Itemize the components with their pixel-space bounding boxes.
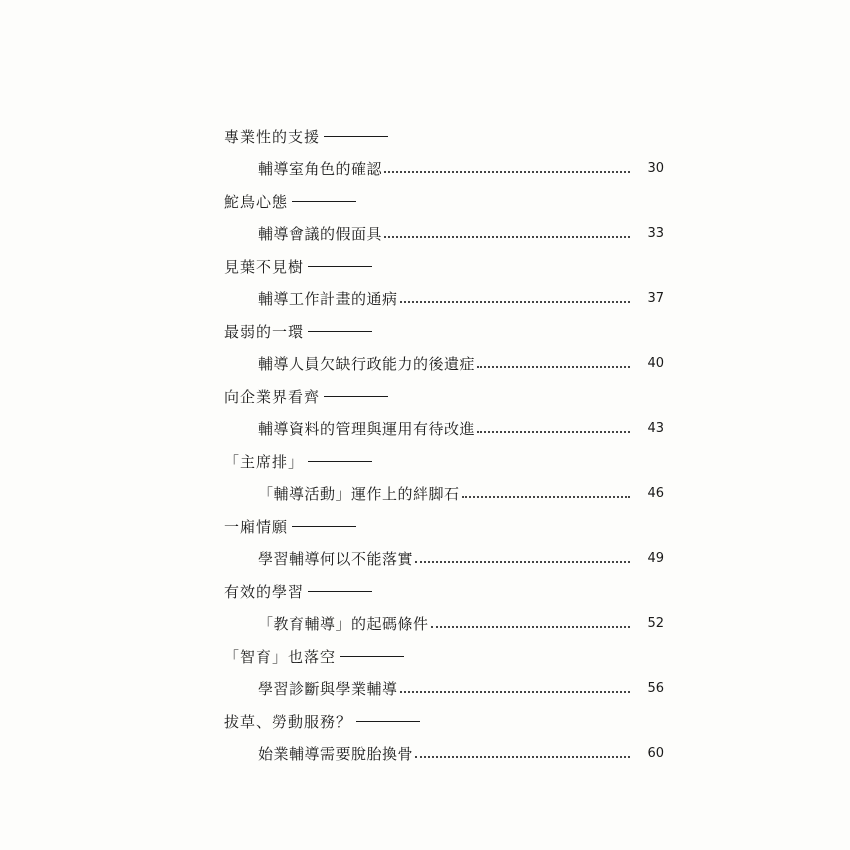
heading-dash-rule bbox=[292, 201, 356, 202]
toc-subentry bbox=[224, 543, 664, 576]
toc-subentry-title: 輔導工作計畫的通病 bbox=[258, 290, 398, 309]
heading-dash-rule bbox=[308, 266, 372, 267]
dot-leader bbox=[477, 431, 630, 433]
toc-heading-text: 有效的學習 bbox=[224, 582, 305, 601]
toc-heading bbox=[224, 510, 664, 543]
dot-leader bbox=[415, 756, 630, 758]
toc-heading bbox=[224, 640, 664, 673]
toc-subentry-title: 輔導會議的假面具 bbox=[258, 225, 383, 244]
toc-subentry bbox=[224, 283, 664, 316]
toc-heading-text: 「智育」也落空 bbox=[224, 647, 337, 666]
toc-heading-text: 一廂情願 bbox=[224, 517, 289, 536]
dot-leader bbox=[477, 366, 630, 368]
toc-subentry-title: 學習診斷與學業輔導 bbox=[258, 680, 398, 699]
toc-entry bbox=[224, 510, 664, 575]
dot-leader bbox=[384, 171, 630, 173]
toc-entry bbox=[224, 575, 664, 640]
toc-subentry-title: 「輔導活動」運作上的絆脚石 bbox=[258, 485, 460, 504]
toc-entry bbox=[224, 705, 664, 770]
dot-leader bbox=[400, 301, 630, 303]
toc-heading-text: 見葉不見樹 bbox=[224, 257, 305, 276]
toc-page-number: 30 bbox=[647, 161, 664, 177]
toc-page-number: 60 bbox=[647, 746, 664, 762]
toc-heading-text: 最弱的一環 bbox=[224, 322, 305, 341]
toc-heading bbox=[224, 705, 664, 738]
toc-entry bbox=[224, 380, 664, 445]
toc-heading bbox=[224, 380, 664, 413]
toc-page-number: 40 bbox=[647, 356, 664, 372]
toc-heading-text: 「主席排」 bbox=[224, 452, 305, 471]
heading-dash-rule bbox=[324, 396, 388, 397]
toc-page-number: 43 bbox=[647, 421, 664, 437]
heading-dash-rule bbox=[356, 721, 420, 722]
toc-heading bbox=[224, 185, 664, 218]
toc-subentry bbox=[224, 738, 664, 771]
dot-leader bbox=[400, 691, 630, 693]
dot-leader bbox=[462, 496, 630, 498]
dot-leader bbox=[431, 626, 630, 628]
toc-subentry-title: 輔導人員欠缺行政能力的後遺症 bbox=[258, 355, 476, 374]
heading-dash-rule bbox=[324, 136, 388, 137]
heading-dash-rule bbox=[308, 461, 372, 462]
toc-entry bbox=[224, 445, 664, 510]
toc-subentry-title: 始業輔導需要脫胎換骨 bbox=[258, 745, 414, 764]
toc-entry bbox=[224, 120, 664, 185]
toc-heading bbox=[224, 120, 664, 153]
toc-subentry-title: 學習輔導何以不能落實 bbox=[258, 550, 414, 569]
toc-heading bbox=[224, 315, 664, 348]
toc-heading-text: 拔草、勞動服務？ bbox=[224, 712, 353, 731]
dot-leader bbox=[415, 561, 630, 563]
heading-dash-rule bbox=[308, 331, 372, 332]
toc-subentry bbox=[224, 673, 664, 706]
toc-entry bbox=[224, 640, 664, 705]
toc-subentry bbox=[224, 218, 664, 251]
toc-page-number: 56 bbox=[647, 681, 664, 697]
toc-entry bbox=[224, 250, 664, 315]
toc-heading-text: 專業性的支援 bbox=[224, 127, 321, 146]
toc-page-number: 37 bbox=[647, 291, 664, 307]
toc-subentry-title: 輔導資料的管理與運用有待改進 bbox=[258, 420, 476, 439]
heading-dash-rule bbox=[340, 656, 404, 657]
toc-page-number: 33 bbox=[647, 226, 664, 242]
toc-heading bbox=[224, 250, 664, 283]
toc-subentry-title: 輔導室角色的確認 bbox=[258, 160, 383, 179]
toc-entry bbox=[224, 315, 664, 380]
toc-heading-text: 鮀鳥心態 bbox=[224, 192, 289, 211]
heading-dash-rule bbox=[308, 591, 372, 592]
toc-subentry bbox=[224, 478, 664, 511]
table-of-contents bbox=[224, 120, 664, 770]
toc-subentry-title: 「教育輔導」的起碼條件 bbox=[258, 615, 429, 634]
toc-subentry bbox=[224, 413, 664, 446]
toc-page-number: 52 bbox=[647, 616, 664, 632]
dot-leader bbox=[384, 236, 630, 238]
toc-subentry bbox=[224, 348, 664, 381]
heading-dash-rule bbox=[292, 526, 356, 527]
toc-heading bbox=[224, 575, 664, 608]
toc-subentry bbox=[224, 153, 664, 186]
toc-subentry bbox=[224, 608, 664, 641]
toc-entry bbox=[224, 185, 664, 250]
toc-heading-text: 向企業界看齊 bbox=[224, 387, 321, 406]
toc-page-number: 46 bbox=[647, 486, 664, 502]
toc-page-number: 49 bbox=[647, 551, 664, 567]
toc-heading bbox=[224, 445, 664, 478]
